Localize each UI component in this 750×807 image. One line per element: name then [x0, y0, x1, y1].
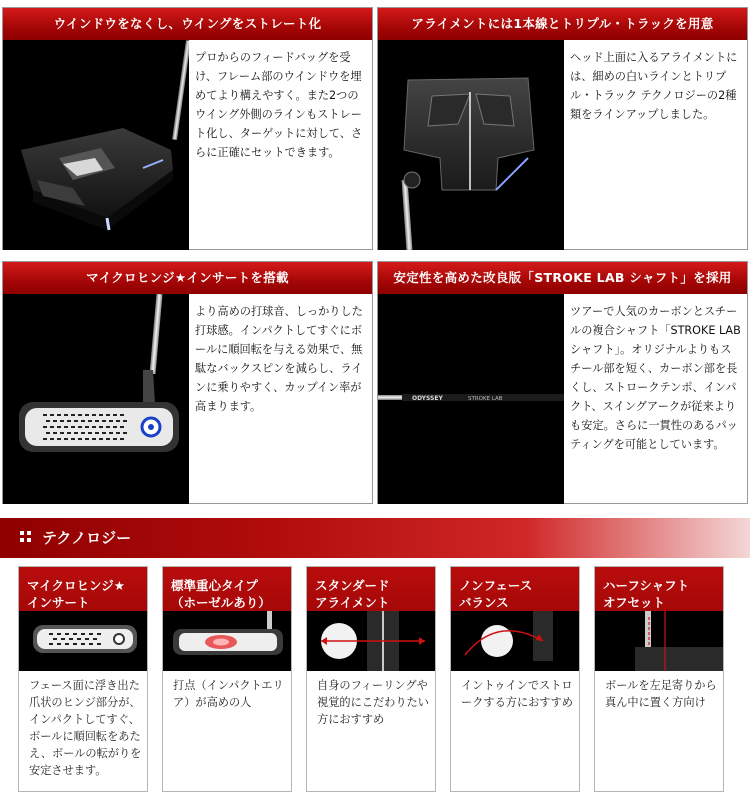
card-title: ハーフシャフト オフセット	[603, 578, 690, 610]
panel-title: 安定性を高めた改良版「STROKE LAB シャフト」を採用	[378, 262, 747, 294]
tech-card-non-face-balance	[450, 566, 580, 792]
panel-title: マイクロヒンジ★インサートを搭載	[3, 262, 372, 294]
card-title: 標準重心タイプ （ホーゼルあり）	[171, 578, 271, 610]
putter-face-image	[3, 294, 189, 504]
insert-face-icon	[19, 611, 148, 671]
putter-head-top-image	[378, 40, 564, 250]
odyssey-logo: ODYSSEY	[412, 395, 443, 402]
technology-title: テクノロジー	[42, 529, 132, 547]
card-description: フェース面に浮き出た爪状のヒンジ部分が、インパクトしてすぐ、ボールに順回転をあたえ、ボールの転がりを安定させます。	[29, 679, 142, 777]
feature-panel-shaft	[377, 261, 748, 504]
card-description: 自身のフィーリングや視覚的にこだわりたい方におすすめ	[317, 679, 429, 726]
tech-card-standard-alignment	[306, 566, 436, 792]
feature-panel-insert	[2, 261, 373, 504]
stroke-lab-label: STROKE LAB	[468, 396, 503, 402]
hosel-head-icon	[163, 611, 292, 671]
card-description: 打点（インパクトエリア）が高めの人	[173, 679, 284, 709]
feature-panel-window	[2, 7, 373, 250]
card-description: イントゥインでストロークする方におすすめ	[461, 679, 573, 709]
card-description: ボールを左足寄りから 真ん中に置く方向け	[605, 679, 717, 709]
arc-stroke-icon	[451, 611, 580, 671]
offset-shaft-icon	[595, 611, 724, 671]
grid-icon	[20, 531, 32, 543]
panel-description: ヘッド上面に入るアライメントには、細めの白いラインとトリプル・トラック テクノロジーの2種類をラインアップしました。	[570, 51, 738, 121]
panel-title: ウインドウをなくし、ウイングをストレート化	[3, 8, 372, 40]
card-title: ノンフェース バランス	[459, 578, 533, 610]
panel-description: プロからのフィードバッグを受け、フレーム部のウインドウを埋めてより構えやすく。また2つのウイング外側のラインもストレート化し、ターゲットに対して、さらに正確にセットできます。	[195, 51, 363, 159]
card-title: マイクロヒンジ★ インサート	[27, 578, 125, 610]
shaft-image	[378, 294, 564, 504]
alignment-ball-icon	[307, 611, 436, 671]
panel-title: アライメントには1本線とトリプル・トラックを用意	[378, 8, 747, 40]
panel-description: ツアーで人気のカーボンとスチールの複合シャフト「STROKE LAB シャフト」。オリジナルよりもスチール部を短く、カーボン部を長くし、ストロークテンポ、インパクト、スイングアークが従来よりも安定。さらに一貫性のあるパッティングを可能としています。	[570, 305, 741, 451]
feature-panel-alignment	[377, 7, 748, 250]
panel-description: より高めの打球音、しっかりした打球感。インパクトしてすぐにボールに順回転を与える効果で、無駄なバックスピンを減らし、ラインに乗りやすく、カップイン率が高まります。	[195, 305, 363, 413]
tech-card-half-shaft-offset	[594, 566, 724, 792]
card-title: スタンダード アライメント	[315, 578, 390, 610]
tech-card-insert	[18, 566, 148, 792]
tech-card-center-gravity	[162, 566, 292, 792]
technology-header	[0, 518, 750, 558]
putter-head-angle-image	[3, 40, 189, 250]
